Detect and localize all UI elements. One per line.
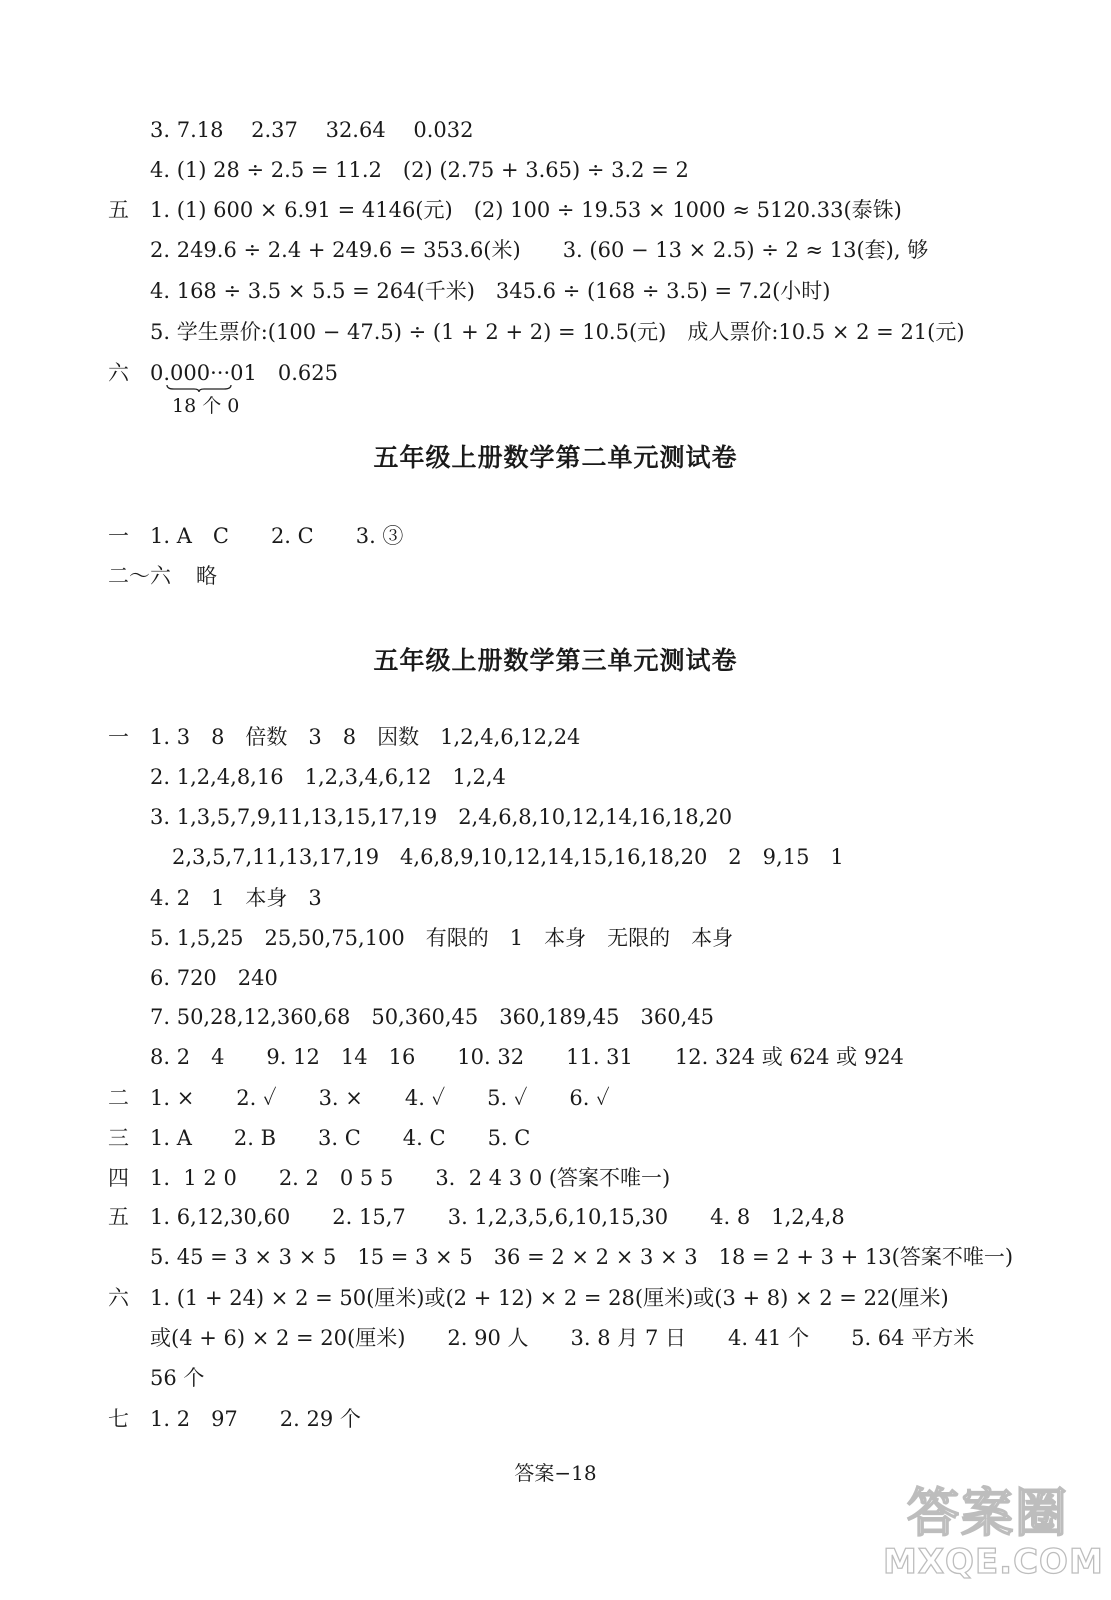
underbrace-mark	[166, 384, 232, 392]
answer-line: 3. 7.18 2.37 32.64 0.032	[150, 118, 474, 142]
answer-line: 2. 249.6 ÷ 2.4 + 249.6 = 353.6(米) 3. (60 − 13 × 2.5) ÷ 2 ≈ 13(套), 够	[150, 238, 929, 262]
answer-line: 1. 2 97 2. 29 个	[150, 1407, 361, 1431]
section-label: 三	[108, 1126, 129, 1150]
section-label: 七	[108, 1407, 129, 1431]
answer-line: 1. 1 2 0 2. 2 0 5 5 3. 2 4 3 0 (答案不唯一)	[150, 1166, 671, 1190]
watermark-text-cn: 答案圈	[906, 1484, 1069, 1544]
answer-line: 5. 45 = 3 × 3 × 5 15 = 3 × 5 36 = 2 × 2 × 3 × 3 18 = 2 + 3 + 13(答案不唯一)	[150, 1245, 1014, 1269]
section-title: 五年级上册数学第三单元测试卷	[373, 646, 738, 675]
answer-line: 1. A 2. B 3. C 4. C 5. C	[150, 1126, 531, 1150]
answer-line: 1. × 2. ✓ 3. × 4. ✓ 5. ✓ 6. ✓	[150, 1086, 610, 1110]
answer-line: 3. 1,3,5,7,9,11,13,15,17,19 2,4,6,8,10,12,14,16,18,20	[150, 805, 733, 829]
answer-line: 1. 6,12,30,60 2. 15,7 3. 1,2,3,5,6,10,15,30 4. 8 1,2,4,8	[150, 1205, 845, 1229]
section-label: 六	[108, 361, 129, 385]
answer-line: 6. 720 240	[150, 966, 278, 990]
answer-line: 略	[196, 564, 217, 588]
section-label: 二～六	[108, 564, 171, 588]
watermark-text-en: MXQE.COM	[883, 1542, 1104, 1582]
answer-line: 1. 3 8 倍数 3 8 因数 1,2,4,6,12,24	[150, 725, 581, 749]
underbrace-note: 18 个 0	[172, 395, 240, 417]
answer-line: 2. 1,2,4,8,16 1,2,3,4,6,12 1,2,4	[150, 765, 506, 789]
answer-line: 7. 50,28,12,360,68 50,360,45 360,189,45 360,45	[150, 1005, 714, 1029]
answer-line: 1. A C 2. C 3. ③	[150, 524, 404, 548]
answer-line: 5. 学生票价:(100 − 47.5) ÷ (1 + 2 + 2) = 10.5(元) 成人票价:10.5 × 2 = 21(元)	[150, 320, 965, 344]
answer-line: 8. 2 4 9. 12 14 16 10. 32 11. 31 12. 324 或 624 或 924	[150, 1045, 904, 1069]
answer-line: 4. 168 ÷ 3.5 × 5.5 = 264(千米) 345.6 ÷ (168 ÷ 3.5) = 7.2(小时)	[150, 279, 831, 303]
answer-line: 4. (1) 28 ÷ 2.5 = 11.2 (2) (2.75 + 3.65) ÷ 3.2 = 2	[150, 158, 689, 182]
answer-line: 56 个	[150, 1366, 205, 1390]
answer-line: 1. (1) 600 × 6.91 = 4146(元) (2) 100 ÷ 19.53 × 1000 ≈ 5120.33(泰铢)	[150, 198, 902, 222]
answer-line: 2,3,5,7,11,13,17,19 4,6,8,9,10,12,14,15,16,18,20 2 9,15 1	[172, 845, 844, 869]
section-label: 一	[108, 725, 129, 749]
section-label: 六	[108, 1286, 129, 1310]
answer-line: 0.000···01 0.625	[150, 361, 338, 385]
section-label: 五	[108, 1205, 129, 1229]
answer-line: 或(4 + 6) × 2 = 20(厘米) 2. 90 人 3. 8 月 7 日 4. 41 个 5. 64 平方米	[150, 1326, 975, 1350]
answer-line: 5. 1,5,25 25,50,75,100 有限的 1 本身 无限的 本身	[150, 926, 734, 950]
section-label: 五	[108, 198, 129, 222]
answer-line: 1. (1 + 24) × 2 = 50(厘米)或(2 + 12) × 2 = 28(厘米)或(3 + 8) × 2 = 22(厘米)	[150, 1286, 949, 1310]
answer-line: 4. 2 1 本身 3	[150, 886, 322, 910]
section-label: 四	[108, 1166, 129, 1190]
section-label: 一	[108, 524, 129, 548]
page-number: 答案−18	[514, 1461, 597, 1485]
watermark-logo	[883, 1484, 1104, 1590]
section-label: 二	[108, 1086, 129, 1110]
section-title: 五年级上册数学第二单元测试卷	[373, 443, 738, 472]
